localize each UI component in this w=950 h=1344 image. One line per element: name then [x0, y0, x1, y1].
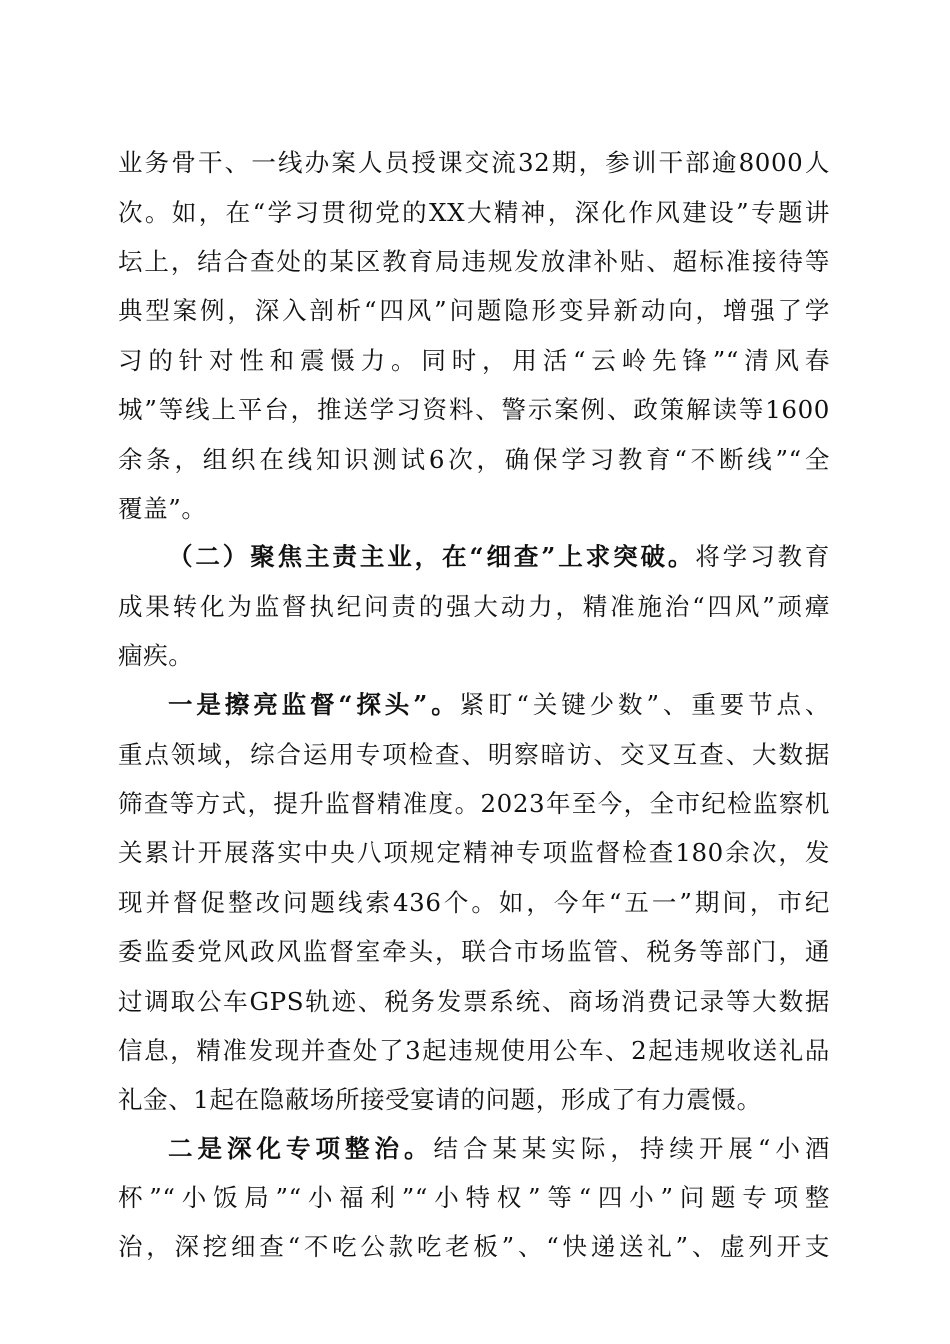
paragraph-line: 信息，精准发现并查处了3起违规使用公车、2起违规收送礼品: [118, 1036, 830, 1065]
item-heading: 一是擦亮监督“探头”。: [168, 690, 460, 719]
paragraph-line: 治，深挖细查“不吃公款吃老板”、“快递送礼”、虚列开支: [118, 1232, 830, 1261]
paragraph-line: 杯”“小饭局”“小福利”“小特权”等“四小”问题专项整: [118, 1183, 830, 1212]
item-heading-line: [168, 688, 830, 722]
paragraph-line: 余条，组织在线知识测试6次，确保学习教育“不断线”“全: [118, 445, 830, 474]
paragraph-line: 过调取公车GPS轨迹、税务发票系统、商场消费记录等大数据: [118, 987, 830, 1016]
paragraph-line: 典型案例，深入剖析“四风”问题隐形变异新动向，增强了学: [118, 296, 830, 325]
paragraph-line: 现并督促整改问题线索436个。如，今年“五一”期间，市纪: [118, 888, 830, 917]
item-heading-line: [168, 1132, 830, 1166]
paragraph-line: 坛上，结合查处的某区教育局违规发放津补贴、超标准接待等: [118, 247, 830, 276]
section-intro-text: 将学习教育: [695, 542, 830, 571]
paragraph-line: 成果转化为监督执纪问责的强大动力，精准施治“四风”顽瘴: [118, 592, 830, 621]
section-heading-line: [168, 540, 830, 574]
item-intro-text: 结合某某实际，持续开展“小酒: [433, 1134, 830, 1163]
paragraph-line: 礼金、1起在隐蔽场所接受宴请的问题，形成了有力震慑。: [118, 1085, 762, 1114]
paragraph-line: 重点领域，综合运用专项检查、明察暗访、交叉互查、大数据: [118, 740, 830, 769]
paragraph-line: 业务骨干、一线办案人员授课交流32期，参训干部逾8000人: [118, 148, 830, 177]
paragraph-line: 关累计开展落实中央八项规定精神专项监督检查180余次，发: [118, 838, 830, 867]
paragraph-line: 筛查等方式，提升监督精准度。2023年至今，全市纪检监察机: [118, 789, 830, 818]
item-intro-text: 紧盯“关键少数”、重要节点、: [459, 690, 830, 719]
paragraph-line: 委监委党风政风监督室牵头，联合市场监管、税务等部门，通: [118, 937, 830, 966]
section-heading: （二）聚焦主责主业，在“细查”上求突破。: [168, 542, 696, 571]
item-heading: 二是深化专项整治。: [168, 1134, 434, 1163]
paragraph-line: 习的针对性和震慑力。同时，用活“云岭先锋”“清风春: [118, 346, 830, 375]
paragraph-line: 痼疾。: [118, 641, 194, 670]
paragraph-line: 覆盖”。: [118, 494, 207, 523]
paragraph-line: 次。如，在“学习贯彻党的XX大精神，深化作风建设”专题讲: [118, 198, 830, 227]
paragraph-line: 城”等线上平台，推送学习资料、警示案例、政策解读等1600: [118, 395, 830, 424]
